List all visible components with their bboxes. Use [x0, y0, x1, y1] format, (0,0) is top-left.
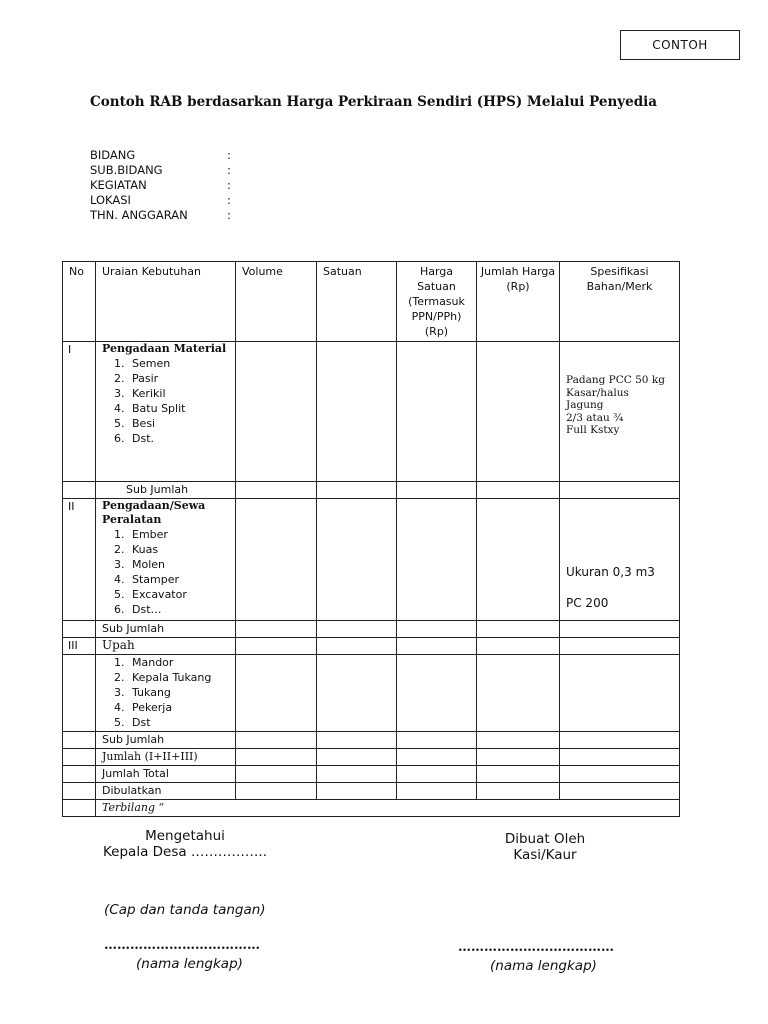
spec-line: PC 200	[566, 596, 609, 610]
list-item: 1. Semen	[128, 356, 235, 371]
header-volume: Volume	[236, 262, 317, 342]
section-material-row	[63, 342, 680, 482]
empty-cell	[63, 783, 96, 800]
section-title: Upah	[96, 638, 236, 655]
list-item: 5. Excavator	[128, 587, 235, 602]
empty-cell	[63, 749, 96, 766]
kasi-kaur-label: Kasi/Kaur	[513, 847, 577, 863]
subtotal-label: Sub Jumlah	[96, 621, 236, 638]
header-spesifikasi: Spesifikasi Bahan/Merk	[560, 262, 680, 342]
header-uraian: Uraian Kebutuhan	[96, 262, 236, 342]
empty-cell	[236, 749, 317, 766]
empty-cell	[317, 638, 397, 655]
empty-cell	[236, 482, 317, 499]
list-item: 4. Batu Split	[128, 401, 235, 416]
empty-cell	[317, 655, 397, 732]
document-title: Contoh RAB berdasarkan Harga Perkiraan Sendiri (HPS) Melalui Penyedia	[90, 94, 658, 110]
info-separator: :	[227, 193, 231, 207]
harga-satuan-cell	[397, 499, 477, 621]
dibuat-oleh-label: Dibuat Oleh	[504, 831, 586, 847]
empty-cell	[477, 638, 560, 655]
empty-cell	[397, 655, 477, 732]
jumlah-row	[63, 749, 680, 766]
list-item: 2. Pasir	[128, 371, 235, 386]
subtotal-label: Sub Jumlah	[96, 732, 236, 749]
spec-line: Padang PCC 50 kg	[566, 374, 665, 386]
empty-cell	[317, 732, 397, 749]
list-item: 3. Kerikil	[128, 386, 235, 401]
info-separator: :	[227, 163, 231, 177]
spec-material-cell	[560, 342, 680, 482]
info-row-thn-anggaran	[90, 208, 231, 223]
empty-cell	[63, 732, 96, 749]
satuan-cell	[317, 342, 397, 482]
contoh-label: CONTOH	[652, 38, 708, 52]
header-harga-satuan: Harga Satuan (Termasuk PPN/PPh) (Rp)	[397, 262, 477, 342]
cap-tanda-tangan-note: (Cap dan tanda tangan)	[104, 902, 266, 918]
list-item: 1. Ember	[128, 527, 235, 542]
signature-line-right: ………………………………	[458, 940, 614, 955]
rab-table	[62, 261, 680, 817]
empty-cell	[317, 482, 397, 499]
jumlah-total-label: Jumlah Total	[96, 766, 236, 783]
empty-cell	[477, 621, 560, 638]
empty-cell	[397, 732, 477, 749]
empty-cell	[317, 766, 397, 783]
list-item: 1. Mandor	[128, 655, 235, 670]
terbilang-row	[63, 800, 680, 817]
empty-cell	[397, 482, 477, 499]
jumlah-harga-cell	[477, 499, 560, 621]
list-item: 5. Besi	[128, 416, 235, 431]
section-material-cell	[96, 342, 236, 482]
empty-cell	[477, 482, 560, 499]
empty-cell	[63, 766, 96, 783]
empty-cell	[560, 783, 680, 800]
peralatan-list	[102, 527, 235, 617]
empty-cell	[560, 766, 680, 783]
info-label: THN. ANGGARAN	[90, 208, 188, 222]
jumlah-harga-cell	[477, 342, 560, 482]
empty-cell	[397, 783, 477, 800]
harga-satuan-cell	[397, 342, 477, 482]
info-block	[90, 148, 231, 223]
list-item: 5. Dst	[128, 715, 235, 730]
spec-line: Jagung	[566, 399, 604, 411]
section-title: Pengadaan Material	[102, 342, 227, 355]
empty-cell	[397, 621, 477, 638]
info-row-sub-bidang	[90, 163, 231, 178]
empty-cell	[397, 749, 477, 766]
section-title: Pengadaan/Sewa Peralatan	[102, 499, 206, 526]
empty-cell	[236, 732, 317, 749]
header-satuan: Satuan	[317, 262, 397, 342]
dibulatkan-row	[63, 783, 680, 800]
empty-cell	[477, 732, 560, 749]
empty-cell	[63, 482, 96, 499]
dibulatkan-label: Dibulatkan	[96, 783, 236, 800]
list-item: 4. Stamper	[128, 572, 235, 587]
empty-cell	[477, 766, 560, 783]
subtotal-row	[63, 482, 680, 499]
satuan-cell	[317, 499, 397, 621]
spec-line: Full Kstxy	[566, 424, 620, 436]
section-number: II	[63, 499, 96, 621]
empty-cell	[63, 800, 96, 817]
material-list	[102, 356, 235, 446]
jumlah-total-row	[63, 766, 680, 783]
section-peralatan-cell	[96, 499, 236, 621]
info-row-bidang	[90, 148, 231, 163]
volume-cell	[236, 499, 317, 621]
header-jumlah-harga: Jumlah Harga (Rp)	[477, 262, 560, 342]
list-item: 2. Kuas	[128, 542, 235, 557]
signature-left-block	[90, 828, 280, 860]
empty-cell	[560, 749, 680, 766]
section-upah-items-row	[63, 655, 680, 732]
subtotal-label: Sub Jumlah	[96, 482, 236, 499]
empty-cell	[560, 482, 680, 499]
spec-line: Kasar/halus	[566, 386, 629, 399]
upah-list	[102, 655, 235, 730]
section-number: III	[63, 638, 96, 655]
empty-cell	[317, 783, 397, 800]
empty-cell	[477, 749, 560, 766]
table-header-row	[63, 262, 680, 342]
section-number: I	[63, 342, 96, 482]
info-label: KEGIATAN	[90, 178, 147, 192]
subtotal-row	[63, 621, 680, 638]
nama-lengkap-left: (nama lengkap)	[136, 956, 243, 972]
section-peralatan-row	[63, 499, 680, 621]
signature-right-block	[470, 831, 620, 863]
empty-cell	[477, 655, 560, 732]
empty-cell	[63, 621, 96, 638]
empty-cell	[560, 638, 680, 655]
info-row-kegiatan	[90, 178, 231, 193]
empty-cell	[236, 621, 317, 638]
list-item: 6. Dst…	[128, 602, 235, 617]
section-upah-header-row	[63, 638, 680, 655]
info-row-lokasi	[90, 193, 231, 208]
info-separator: :	[227, 148, 231, 162]
spec-peralatan-cell	[560, 499, 680, 621]
info-separator: :	[227, 208, 231, 222]
terbilang-label: Terbilang “	[96, 800, 680, 817]
volume-cell	[236, 342, 317, 482]
info-label: BIDANG	[90, 148, 136, 162]
upah-items-cell	[96, 655, 236, 732]
list-item: 3. Molen	[128, 557, 235, 572]
empty-cell	[560, 655, 680, 732]
empty-cell	[317, 621, 397, 638]
list-item: 3. Tukang	[128, 685, 235, 700]
list-item: 2. Kepala Tukang	[128, 670, 235, 685]
subtotal-row	[63, 732, 680, 749]
empty-cell	[236, 638, 317, 655]
spec-line: 2/3 atau ¾	[566, 411, 624, 424]
empty-cell	[317, 749, 397, 766]
empty-cell	[397, 766, 477, 783]
jumlah-label: Jumlah (I+II+III)	[96, 749, 236, 766]
nama-lengkap-right: (nama lengkap)	[490, 958, 597, 974]
info-label: LOKASI	[90, 193, 131, 207]
spec-line: Ukuran 0,3 m3	[566, 565, 655, 579]
header-no: No	[63, 262, 96, 342]
empty-cell	[236, 655, 317, 732]
list-item: 6. Dst.	[128, 431, 235, 446]
empty-cell	[560, 732, 680, 749]
info-label: SUB.BIDANG	[90, 163, 163, 177]
empty-cell	[63, 655, 96, 732]
empty-cell	[236, 766, 317, 783]
empty-cell	[397, 638, 477, 655]
empty-cell	[560, 621, 680, 638]
contoh-stamp-box	[620, 30, 740, 60]
list-item: 4. Pekerja	[128, 700, 235, 715]
info-separator: :	[227, 178, 231, 192]
empty-cell	[236, 783, 317, 800]
empty-cell	[477, 783, 560, 800]
kepala-desa-label: Kepala Desa ……………..	[102, 844, 268, 860]
mengetahui-label: Mengetahui	[145, 828, 225, 844]
signature-line-left: ………………………………	[104, 938, 260, 953]
